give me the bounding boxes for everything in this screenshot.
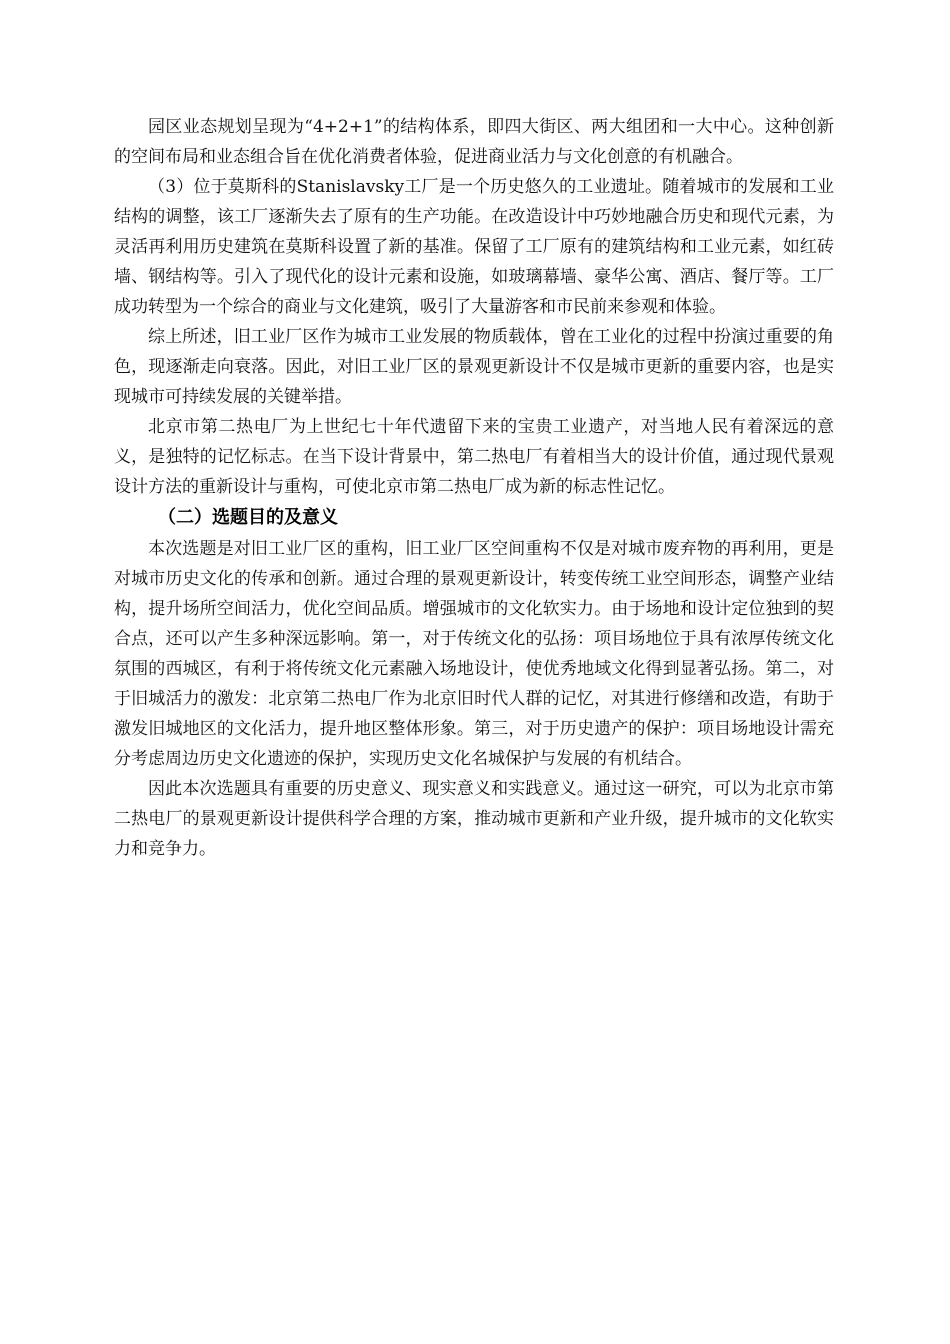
paragraph-topic-purpose: 本次选题是对旧工业厂区的重构，旧工业厂区空间重构不仅是对城市废弃物的再利用，更是对城市历史文化的传承和创新。通过合理的景观更新设计，转变传统工业空间形态，调整产业结构，提升场所空间活力，优化空间品质。增强城市的文化软实力。由于场地和设计定位独到的契合点，还可以产生多种深远影响。第一，对于传统文化的弘扬：项目场地位于具有浓厚传统文化氛围的西城区，有利于将传统文化元素融入场地设计，使优秀地域文化得到显著弘扬。第二，对于旧城活力的激发：北京第二热电厂作为北京旧时代人群的记忆，对其进行修缮和改造，有助于激发旧城地区的文化活力，提升地区整体形象。第三，对于历史遗产的保护：项目场地设计需充分考虑周边历史文化遗迹的保护，实现历史文化名城保护与发展的有机结合。 [114,539,834,769]
section-heading: （二）选题目的及意义 [158,507,338,528]
document-body [114,112,834,864]
paragraph-topic-significance: 因此本次选题具有重要的历史意义、现实意义和实践意义。通过这一研究，可以为北京市第二热电厂的景观更新设计提供科学合理的方案，推动城市更新和产业升级，提升城市的文化软实力和竞争力。 [114,779,834,859]
paragraph-park-planning: 园区业态规划呈现为“4+2+1”的结构体系，即四大街区、两大组团和一大中心。这种创新的空间布局和业态组合旨在优化消费者体验，促进商业活力与文化创意的有机融合。 [114,117,834,167]
paragraph-beijing-power-plant: 北京市第二热电厂为上世纪七十年代遗留下来的宝贵工业遗产，对当地人民有着深远的意义，是独特的记忆标志。在当下设计背景中，第二热电厂有着相当大的设计价值，通过现代景观设计方法的重新设计与重构，可使北京市第二热电厂成为新的标志性记忆。 [114,417,834,497]
paragraph-summary: 综上所述，旧工业厂区作为城市工业发展的物质载体，曾在工业化的过程中扮演过重要的角色，现逐渐走向衰落。因此，对旧工业厂区的景观更新设计不仅是城市更新的重要内容，也是实现城市可持续发展的关键举措。 [114,327,834,407]
paragraph-stanislavsky-factory: （3）位于莫斯科的Stanislavsky工厂是一个历史悠久的工业遗址。随着城市的发展和工业结构的调整，该工厂逐渐失去了原有的生产功能。在改造设计中巧妙地融合历史和现代元素，为灵活再利用历史建筑在莫斯科设置了新的基准。保留了工厂原有的建筑结构和工业元素，如红砖墙、钢结构等。引入了现代化的设计元素和设施，如玻璃幕墙、豪华公寓、酒店、餐厅等。工厂成功转型为一个综合的商业与文化建筑，吸引了大量游客和市民前来参观和体验。 [114,177,834,317]
